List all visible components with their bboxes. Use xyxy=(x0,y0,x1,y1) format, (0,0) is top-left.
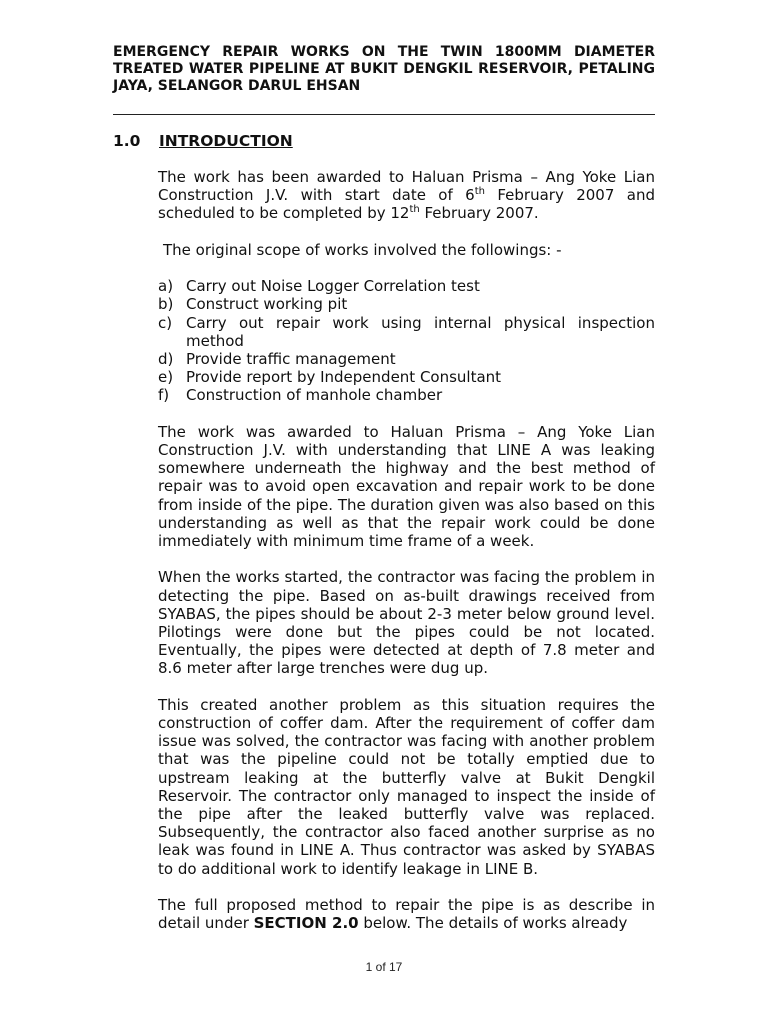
section-reference: SECTION 2.0 xyxy=(253,914,359,933)
list-item xyxy=(158,386,655,404)
document-title: EMERGENCY REPAIR WORKS ON THE TWIN 1800MM DIAMETER TREATED WATER PIPELINE AT BUKIT DENGKIL RESERVOIR, PETALING JAYA, SELANGOR DARUL EHSAN xyxy=(113,44,655,94)
document-body xyxy=(158,168,655,951)
list-item xyxy=(158,350,655,368)
intro-superscript-1: th xyxy=(474,186,485,198)
intro-text-1: The work has been awarded to Haluan Prisma – Ang Yoke Lian Construction J.V. with start date of 6 xyxy=(158,168,655,205)
method-paragraph xyxy=(158,896,655,932)
header-divider xyxy=(113,114,655,115)
award-paragraph: The work was awarded to Haluan Prisma – Ang Yoke Lian Construction J.V. with understanding that LINE A was leaking somewhere underneath the highway and the best method of repair was to avoid open excavation and repair work to be done from inside of the pipe. The duration given was also based on this understanding as well as that the repair work could be done immediately with minimum time frame of a week. xyxy=(158,422,655,551)
list-item xyxy=(158,368,655,386)
detection-paragraph: When the works started, the contractor was facing the problem in detecting the pipe. Based on as-built drawings received from SYABAS, the pipes should be about 2-3 meter below ground level. Pilotings were done but the pipes could be not located. Eventually, the pipes were detected at depth of 7.8 meter and 8.6 meter after large trenches were dug up. xyxy=(158,568,655,678)
scope-list xyxy=(158,277,655,404)
list-item-text: Construction of manhole chamber xyxy=(186,386,443,405)
method-text-2: below. The details of works already xyxy=(358,914,628,933)
scope-lead: The original scope of works involved the followings: - xyxy=(163,240,562,259)
section-number: 1.0 xyxy=(113,132,141,150)
list-item-text: Construct working pit xyxy=(186,295,348,314)
list-marker: c) xyxy=(158,313,173,332)
list-marker: b) xyxy=(158,295,174,314)
list-item-text: Carry out Noise Logger Correlation test xyxy=(186,277,480,296)
list-marker: a) xyxy=(158,277,174,296)
list-item xyxy=(158,277,655,295)
coffer-dam-paragraph: This created another problem as this situation requires the construction of coffer dam. After the requirement of coffer dam issue was solved, the contractor was facing with another problem that was the pipeline could not be totally emptied due to upstream leaking at the butterfly valve at Bukit Dengkil Reservoir. The contractor only managed to inspect the inside of the pipe after the leaked butterfly valve was replaced. Subsequently, the contractor also faced another surprise as no leak was found in LINE A. Thus contractor was asked by SYABAS to do additional work to identify leakage in LINE B. xyxy=(158,695,655,878)
list-item xyxy=(158,295,655,313)
list-item-text: Provide traffic management xyxy=(186,350,396,368)
list-marker: d) xyxy=(158,350,174,368)
intro-text-3: February 2007. xyxy=(419,204,539,223)
section-heading xyxy=(113,132,293,151)
list-item-text: Provide report by Independent Consultant xyxy=(186,368,502,387)
page-number: 1 of 17 xyxy=(365,960,403,974)
method-text-1: The full proposed method to repair the pipe is as describe in detail under xyxy=(158,896,655,933)
list-marker: e) xyxy=(158,368,174,387)
intro-superscript-2: th xyxy=(409,204,420,216)
intro-paragraph xyxy=(158,168,655,223)
list-item xyxy=(158,314,655,350)
intro-text-2: February 2007 and scheduled to be completed by 12 xyxy=(158,186,655,223)
section-title: INTRODUCTION xyxy=(159,132,293,150)
list-marker: f) xyxy=(158,386,170,405)
list-item-text: Carry out repair work using internal physical inspection method xyxy=(186,313,655,350)
